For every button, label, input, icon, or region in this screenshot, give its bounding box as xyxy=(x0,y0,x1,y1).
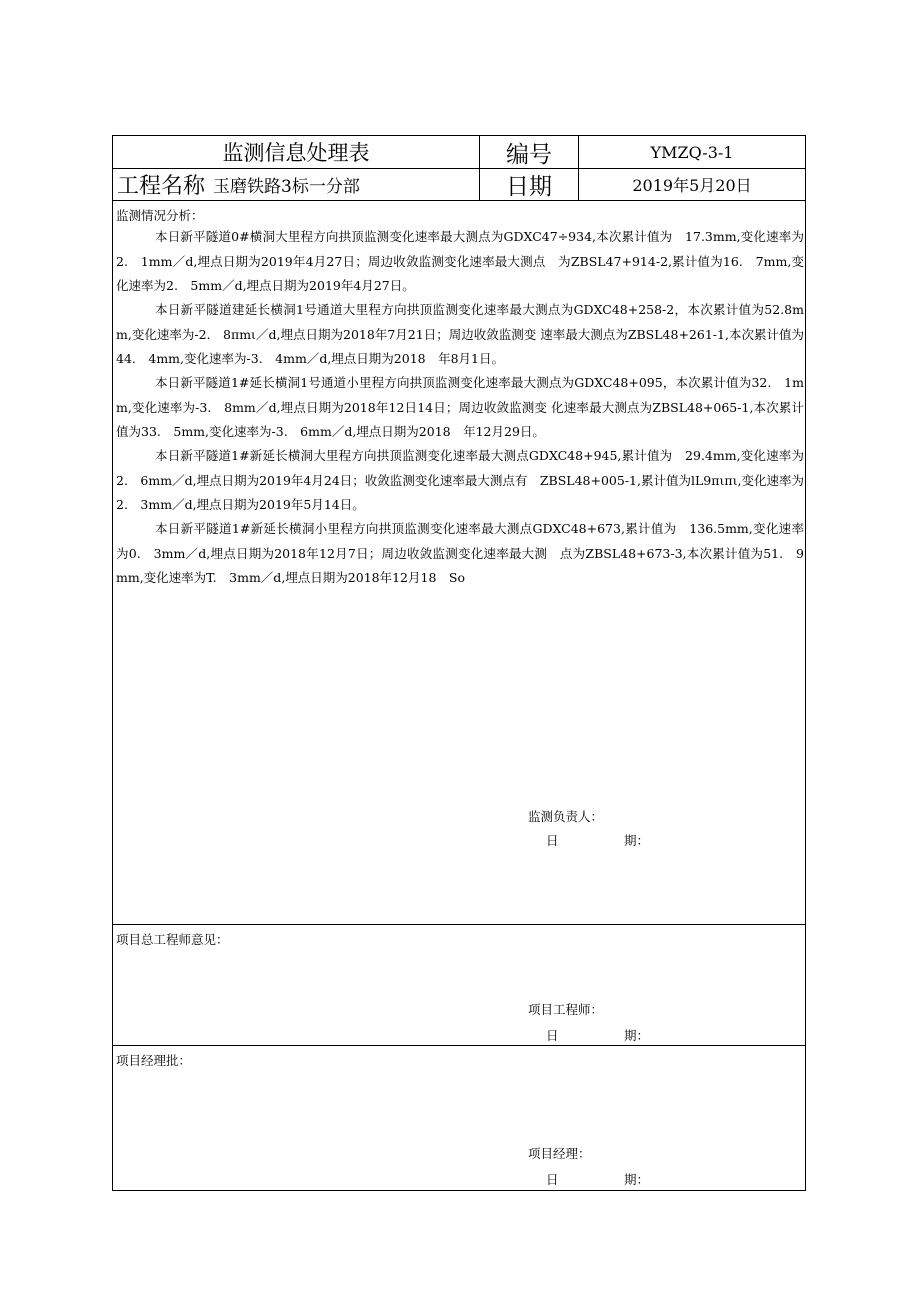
analysis-paragraph-2: 本日新平隧道建延长横洞1号通道大里程方向拱顶监测变化速率最大测点为GDXC48+258-2，本次累计值为52.8mm,变化速率为-2. 8πmι／d,埋点日期为2018年7月21日；周边收敛监测变 速率最大测点为ZBSL48+261-1,本次累计值为44. 4mm,变化速率为-3. 4mm／d,埋点日期为2018 年8月1日。 xyxy=(116,302,804,366)
manager-date-char1: 日 xyxy=(546,1172,559,1187)
analysis-paragraph-4: 本日新平隧道1#新延长横洞大里程方向拱顶监测变化速率最大测点GDXC48+945,累计值为 29.4mm,变化速率为2. 6mm／d,埋点日期为2019年4月24日；收敛监测变化速率最大测点有 ZBSL48+005-1,累计值为lL9πιπι,变化速率为2. 3mm／d,埋点日期为2019年5月14日。 xyxy=(116,448,804,512)
header-row-title xyxy=(113,136,805,169)
date-label: 日期 xyxy=(480,169,579,200)
monitor-signer-label: 监测负责人： xyxy=(528,809,604,824)
analysis-paragraph-3: 本日新平隧道1#延长横洞1号通道小里程方向拱顶监测变化速率最大测点为GDXC48+095，本次累计值为32. 1mm,变化速率为-3. 8mm／d,埋点日期为2018年12日14日；周边收敛监测变 化速率最大测点为ZBSL48+065-1,本次累计值为33. 5mm,变化速率为-3. 6mm／d,埋点日期为2018 年12月29日。 xyxy=(116,375,804,439)
chief-engineer-label: 项目总工程师意见： xyxy=(116,932,229,947)
manager-label: 项目经理批： xyxy=(116,1053,192,1068)
manager-signer-label: 项目经理： xyxy=(528,1146,591,1161)
analysis-paragraph-5: 本日新平隧道1#新延长横洞小里程方向拱顶监测变化速率最大测点GDXC48+673,累计值为 136.5mm,变化速率为0. 3mm／d,埋点日期为2018年12月7日；周边收敛监测变化速率最大测 点为ZBSL48+673-3,本次累计值为51. 9mm,变化速率为T. 3mm／d,埋点日期为2018年12月18 So xyxy=(116,521,804,585)
chief-engineer-section xyxy=(113,925,805,1046)
manager-date-char2: 期： xyxy=(624,1172,650,1187)
monitor-date-char2: 期： xyxy=(624,833,650,848)
form-title: 监测信息处理表 xyxy=(113,136,480,168)
date-value: 2019年5月20日 xyxy=(632,176,752,195)
monitor-date-char1: 日 xyxy=(546,833,559,848)
engineer-date-char1: 日 xyxy=(546,1028,559,1043)
project-label: 工程名称 xyxy=(117,174,206,199)
analysis-label: 监测情况分析： xyxy=(116,208,204,223)
analysis-section xyxy=(113,201,805,925)
monitoring-form xyxy=(112,135,806,1191)
engineer-date-char2: 期： xyxy=(624,1028,650,1043)
project-value: 玉磨铁路3标一分部 xyxy=(213,177,360,197)
number-label: 编号 xyxy=(480,136,579,168)
header-row-project xyxy=(113,169,805,201)
analysis-paragraph-1: 本日新平隧道0#横洞大里程方向拱顶监测变化速率最大测点为GDXC47÷934,本次累计值为 17.3mm,变化速率为2. 1mm／d,埋点日期为2019年4月27日；周边收敛监测变化速率最大测点 为ZBSL47+914-2,累计值为16. 7mm,变化速率为2. 5mm／d,埋点日期为2019年4月27日。 xyxy=(116,229,804,293)
number-value: YMZQ-3-1 xyxy=(650,142,734,162)
project-cell xyxy=(113,169,480,200)
manager-section xyxy=(113,1046,805,1190)
engineer-signer-label: 项目工程师： xyxy=(528,1002,604,1017)
